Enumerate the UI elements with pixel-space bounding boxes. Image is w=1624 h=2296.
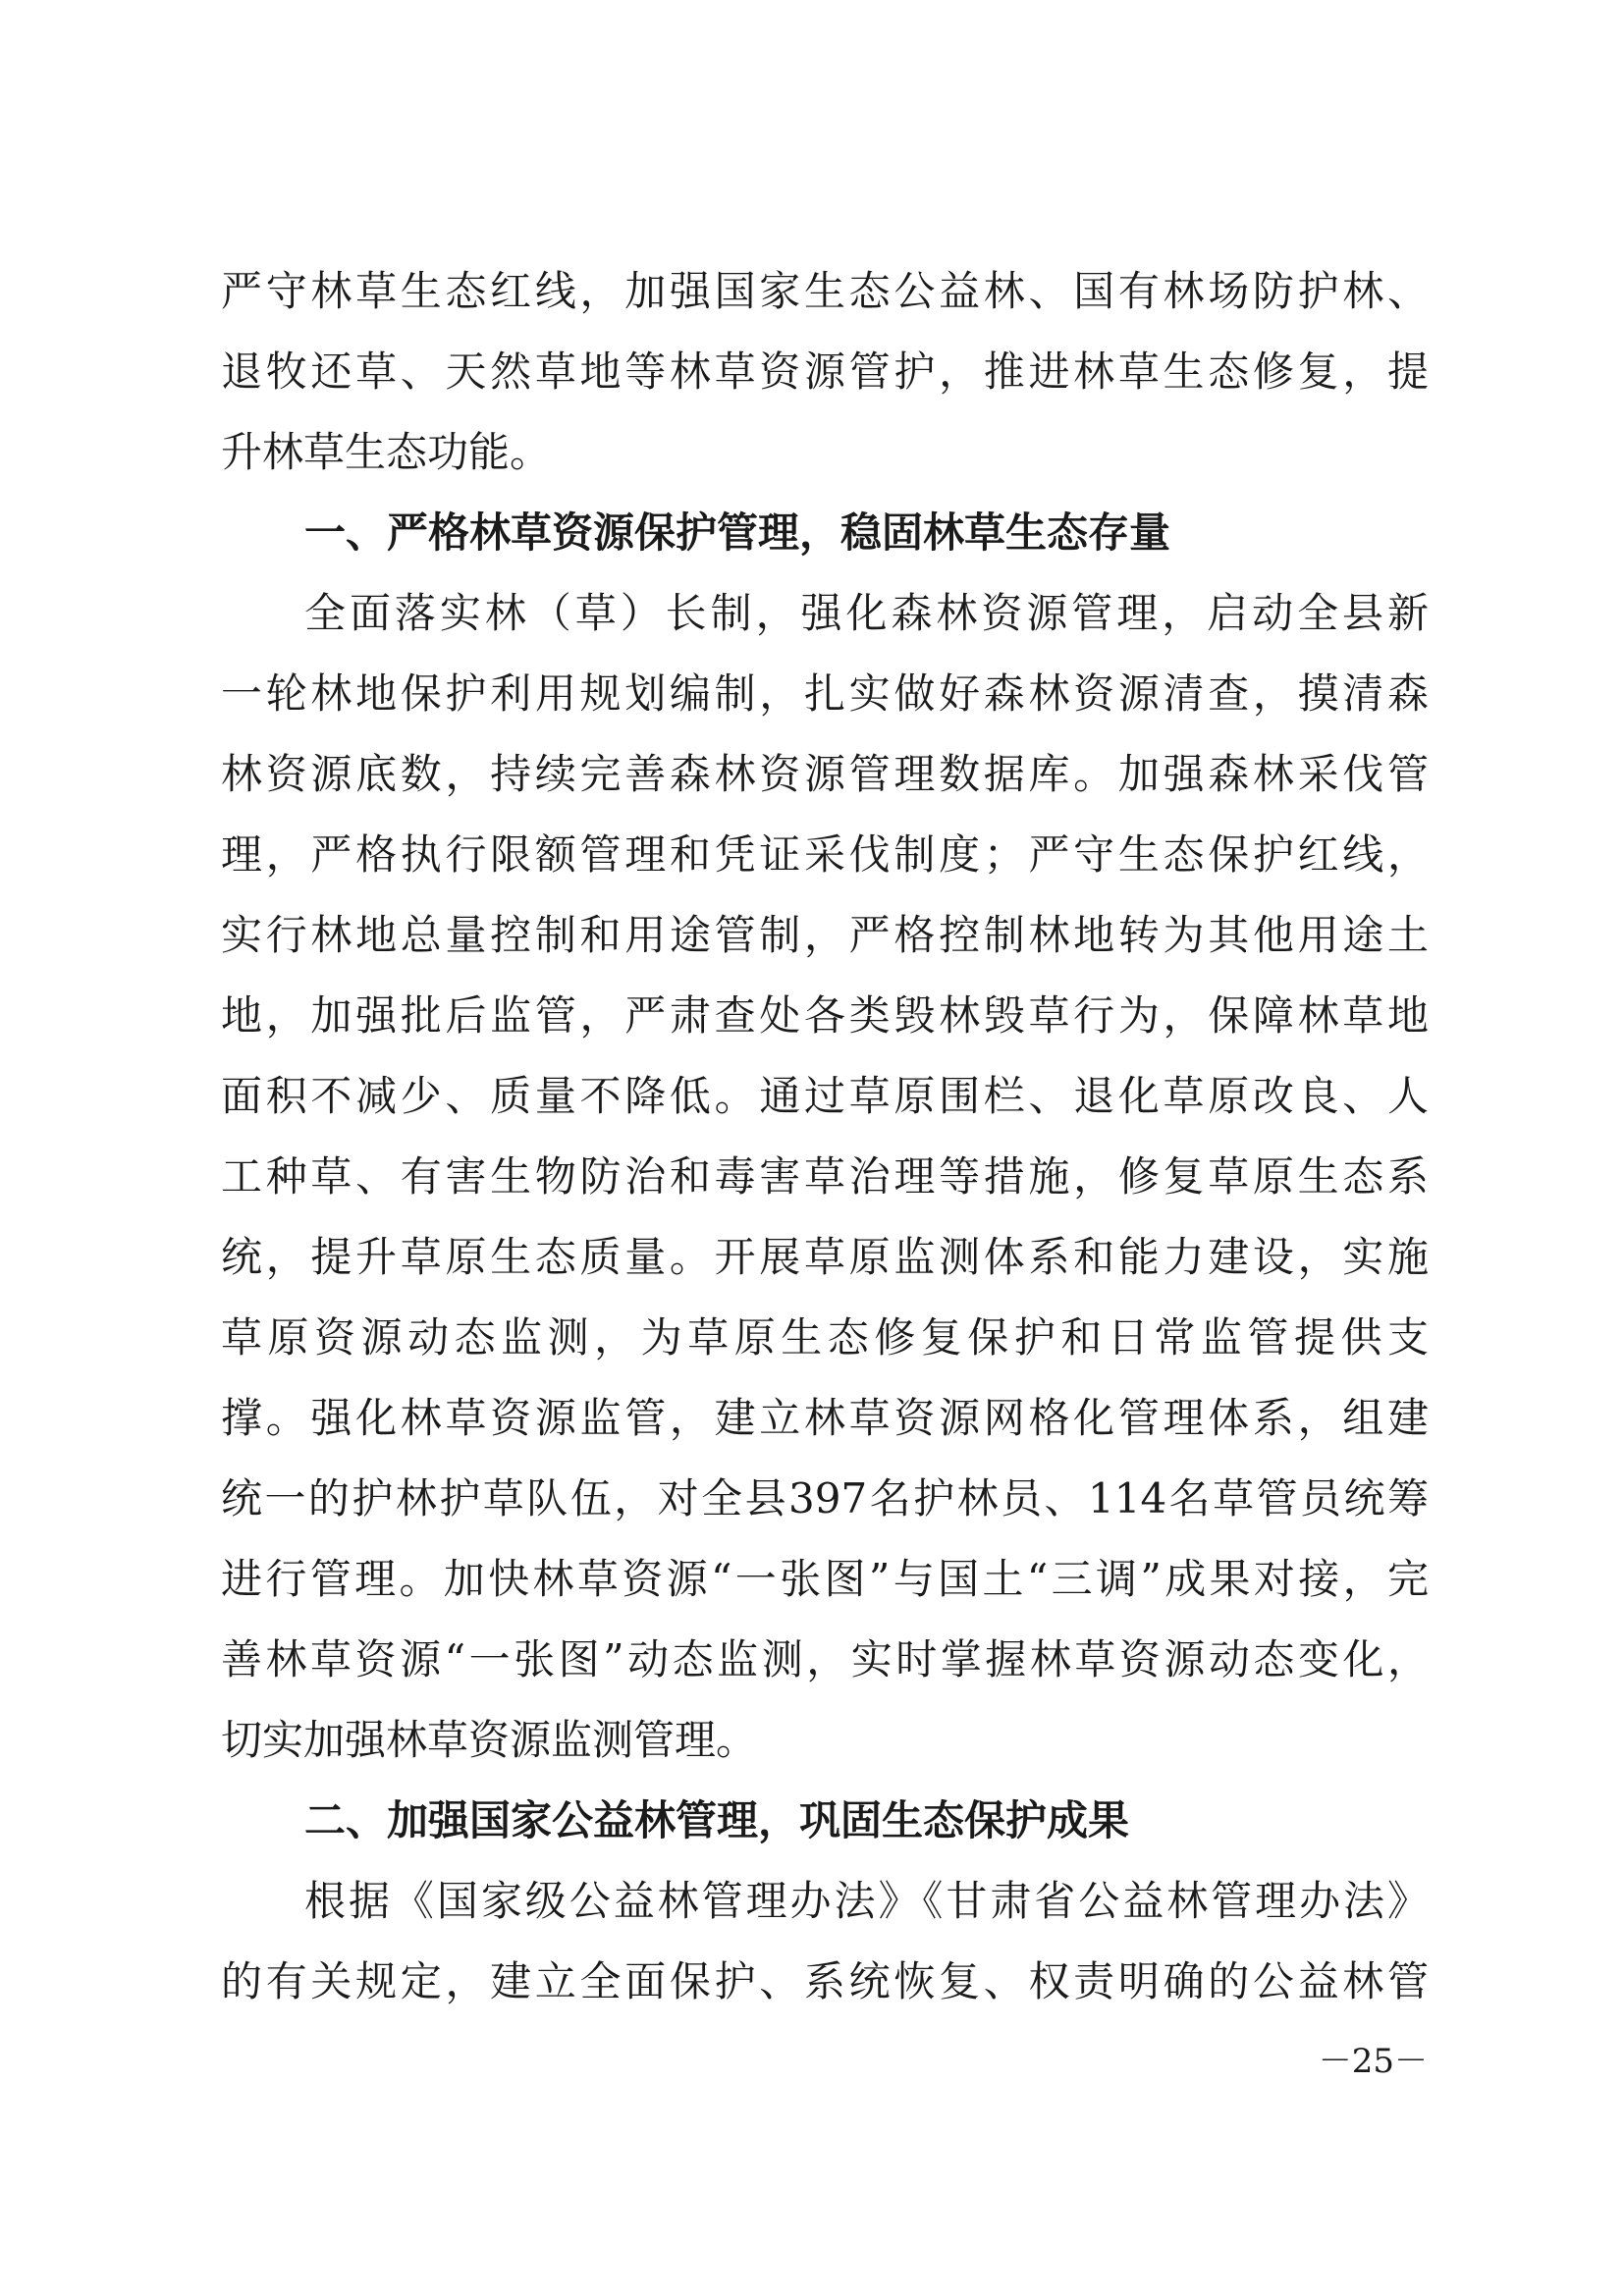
body-text-line: 进行管理。加快林草资源“一张图”与国土“三调”成果对接，完 (221, 1555, 1429, 1603)
body-text-line: 实行林地总量控制和用途管制，严格控制林地转为其他用途土 (221, 911, 1429, 959)
body-text-line: 严守林草生态红线，加强国家生态公益林、国有林场防护林、 (221, 267, 1429, 315)
body-text-line: 工种草、有害生物防治和毒害草治理等措施，修复草原生态系 (221, 1152, 1429, 1201)
body-text-line: 升林草生态功能。 (221, 428, 552, 476)
body-text-line: 的有关规定，建立全面保护、系统恢复、权责明确的公益林管 (221, 1957, 1429, 2005)
body-text-line: 统，提升草原生态质量。开展草原监测体系和能力建设，实施 (221, 1233, 1429, 1281)
body-text-line: 一轮林地保护利用规划编制，扎实做好森林资源清查，摸清森 (221, 669, 1429, 718)
section-heading: 一、严格林草资源保护管理，稳固林草生态存量 (304, 508, 1171, 557)
body-text-line: 面积不减少、质量不降低。通过草原围栏、退化草原改良、人 (221, 1072, 1429, 1120)
body-text-line: 地，加强批后监管，严肃查处各类毁林毁草行为，保障林草地 (221, 991, 1429, 1040)
body-text-line: 草原资源动态监测，为草原生态修复保护和日常监管提供支 (221, 1313, 1429, 1362)
section-heading: 二、加强国家公益林管理，巩固生态保护成果 (304, 1796, 1130, 1844)
body-text-line: 退牧还草、天然草地等林草资源管护，推进林草生态修复，提 (221, 347, 1429, 396)
body-text-line: 理，严格执行限额管理和凭证采伐制度；严守生态保护红线， (221, 830, 1429, 879)
body-text-line: 切实加强林草资源监测管理。 (221, 1716, 758, 1764)
body-text-line: 撑。强化林草资源监管，建立林草资源网格化管理体系，组建 (221, 1394, 1429, 1442)
body-text-line: 统一的护林护草队伍，对全县397名护林员、114名草管员统筹 (221, 1474, 1429, 1522)
body-text-line: 全面落实林（草）长制，强化森林资源管理，启动全县新 (304, 589, 1429, 637)
page-number: －25－ (1318, 2042, 1428, 2081)
body-text-line: 林资源底数，持续完善森林资源管理数据库。加强森林采伐管 (221, 750, 1429, 798)
body-text-line: 根据《国家级公益林管理办法》《甘肃省公益林管理办法》 (304, 1877, 1429, 1925)
body-text-line: 善林草资源“一张图”动态监测，实时掌握林草资源动态变化， (221, 1635, 1429, 1683)
